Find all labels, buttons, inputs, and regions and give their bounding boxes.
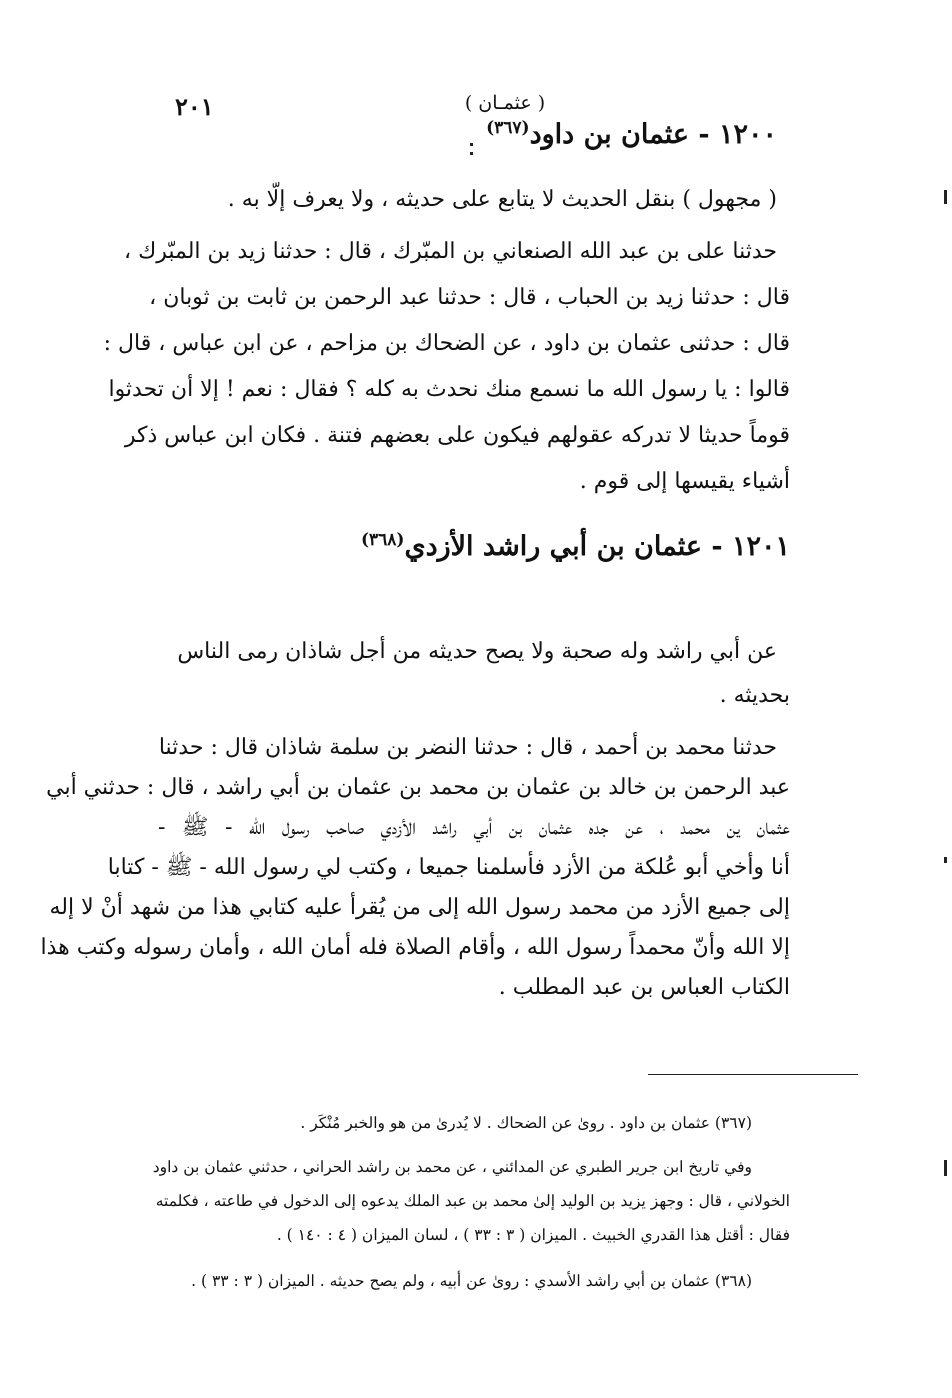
footnote-ref-367: (٣٦٧) — [486, 118, 530, 138]
ink-dot — [470, 152, 473, 155]
entry-heading-1201 — [361, 530, 790, 562]
entry-1201-line-4: عبد الرحمن بن خالد بن عثمان بن محمد بن عثمان بن أبي راشد ، قال : حدثني أبي — [46, 775, 790, 800]
footnote-367-line-4: فقال : أقتل هذا القدري الخبيث . الميزان ( ٣ : ٣٣ ) ، لسان الميزان ( ٤ : ١٤٠ ) . — [276, 1226, 790, 1244]
running-header: ( عثمـان ) — [464, 92, 546, 114]
page-number: ٢٠١ — [175, 92, 214, 121]
entry-title: ١٢٠١ - عثمان بن أبي راشد الأزدي — [404, 531, 790, 562]
footnote-368: (٣٦٨) عثمان بن أبي راشد الأسدي : روىٰ عن أبيه ، ولم يصح حديثه . الميزان ( ٣ : ٣٣ ) . — [191, 1272, 752, 1290]
entry-1201-line-5: عثمان ين محمد ، عن جده عثمان بن أبي راشد الأزدي صاحب رسول الله - ﷺ - — [158, 815, 790, 840]
margin-mark — [944, 1160, 947, 1176]
entry-1201-line-7: إلى جميع الأزد من محمد رسول الله إلى من يُقرأ عليه كتابي هذا من شهد أنْ لا إله — [49, 895, 790, 920]
footnote-ref-368: (٣٦٨) — [360, 530, 405, 550]
footnote-367-line-2: وفي تاريخ ابن جرير الطبري عن المدائني ، عن محمد بن راشد الحراني ، حدثني عثمان بن داود — [152, 1158, 752, 1176]
entry-title: ١٢٠٠ - عثمان بن داود — [529, 119, 777, 150]
entry-1200-line-5: قالوا : يا رسول الله ما نسمع منك نحدث به كله ؟ فقال : نعم ! إلا أن تحدثوا — [108, 377, 790, 402]
entry-1201-line-6: أنا وأخي أبو عُلكة من الأزد فأسلمنا جميعا ، وكتب لي رسول الله - ﷺ - كتابا — [107, 855, 790, 880]
entry-1200-line-1: ( مجهول ) بنقل الحديث لا يتابع على حديثه ، ولا يعرف إلّا به . — [227, 187, 777, 212]
ink-dot — [470, 143, 473, 146]
entry-1200-line-4: قال : حدثنى عثمان بن داود ، عن الضحاك بن مزاحم ، عن ابن عباس ، قال : — [103, 331, 790, 356]
entry-1201-line-8: إلا الله وأنّ محمداً رسول الله ، وأقام الصلاة فله أمان الله ، وأمان رسوله وكتب هذا — [40, 935, 790, 960]
entry-1201-line-1: عن أبي راشد وله صحبة ولا يصح حديثه من أجل شاذان رمى الناس — [177, 639, 777, 664]
margin-mark — [944, 190, 947, 204]
entry-heading-1200 — [486, 118, 777, 150]
footnote-divider — [648, 1074, 858, 1075]
footnote-367: (٣٦٧) عثمان بن داود . روىٰ عن الضحاك . لا يُدرىٰ من هو والخبر مُنْكَر . — [300, 1114, 752, 1132]
entry-1201-line-3: حدثنا محمد بن أحمد ، قال : حدثنا النضر بن سلمة شاذان قال : حدثنا — [158, 735, 777, 760]
entry-1200-line-3: قال : حدثنا زيد بن الحباب ، قال : حدثنا عبد الرحمن بن ثابت بن ثوبان ، — [149, 285, 790, 310]
entry-1200-line-7: أشياء يقيسها إلى قوم . — [579, 469, 790, 494]
footnote-367-line-3: الخولاني ، قال : وجهز يزيد بن الوليد إلىٰ محمد بن عبد الملك يدعوه إلى الدخول في طاعته ، فكلمته — [155, 1192, 790, 1210]
entry-1200-line-2: حدثنا على بن عبد الله الصنعاني بن المبّرك ، قال : حدثنا زيد بن المبّرك ، — [124, 239, 777, 264]
entry-1200-line-6: قوماً حديثا لا تدركه عقولهم فيكون على بعضهم فتنة . فكان ابن عباس ذكر — [124, 423, 790, 448]
entry-1201-line-9: الكتاب العباس بن عبد المطلب . — [498, 975, 790, 1000]
entry-1201-line-2: بحديثه . — [719, 683, 790, 708]
margin-mark — [944, 857, 947, 863]
